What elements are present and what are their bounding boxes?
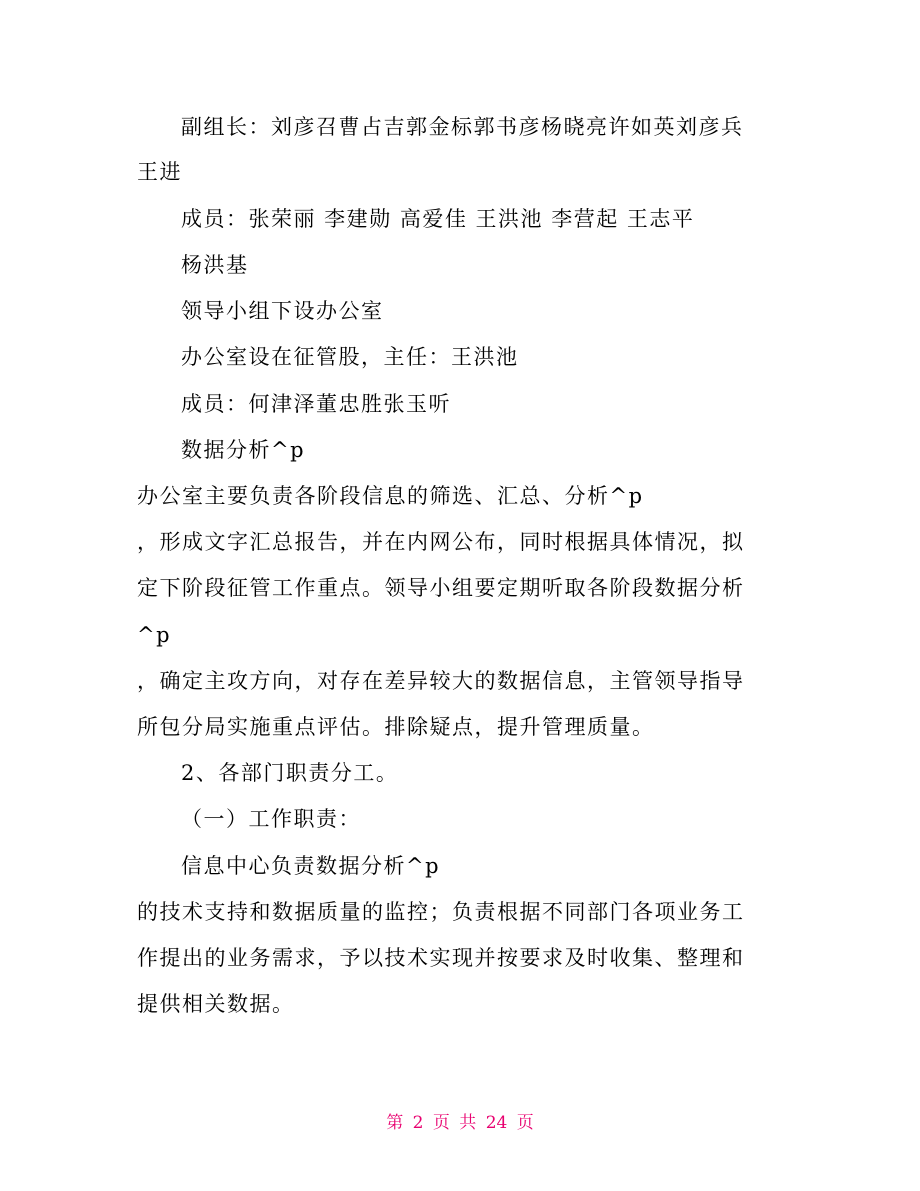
text-line-office-director: 办公室设在征管股，主任：王洪池 bbox=[181, 345, 519, 369]
subsection-heading-duties: （一）工作职责： bbox=[181, 807, 361, 831]
footer-total-pages: 24 bbox=[485, 1113, 508, 1133]
text-line-deputy-leaders: 副组长：刘彦召曹占吉郭金标郭书彦杨晓亮许如英刘彦兵 bbox=[181, 115, 744, 139]
text-line-tech-support: 的技术支持和数据质量的监控；负责根据不同部门各项业务工 bbox=[137, 900, 745, 924]
footer-di: 第 bbox=[386, 1113, 404, 1133]
text-line-office-setup: 领导小组下设办公室 bbox=[181, 299, 384, 323]
page-footer bbox=[0, 1111, 920, 1135]
text-line-provide-data: 提供相关数据。 bbox=[137, 992, 295, 1016]
text-line-members-cont: 杨洪基 bbox=[181, 253, 249, 277]
text-line-main-direction: ，确定主攻方向，对存在差异较大的数据信息，主管领导指导 bbox=[137, 669, 745, 693]
text-line-info-center: 信息中心负责数据分析^p bbox=[181, 854, 441, 878]
text-line-caret-p: ^p bbox=[137, 623, 172, 647]
text-line-business-needs: 作提出的业务需求，予以技术实现并按要求及时收集、整理和 bbox=[137, 946, 745, 970]
text-line-office-duty: 办公室主要负责各阶段信息的筛选、汇总、分析^p bbox=[137, 484, 644, 508]
text-line-report: ，形成文字汇总报告，并在内网公布，同时根据具体情况，拟 bbox=[137, 530, 745, 554]
footer-page-number: 2 bbox=[412, 1113, 424, 1133]
footer-gong: 共 bbox=[459, 1113, 477, 1133]
footer-ye2: 页 bbox=[516, 1113, 534, 1133]
text-line-deputy-leaders-cont: 王进 bbox=[137, 160, 182, 184]
text-line-evaluation: 所包分局实施重点评估。排除疑点，提升管理质量。 bbox=[137, 715, 655, 739]
text-line-members: 成员：张荣丽 李建勋 高爱佳 王洪池 李营起 王志平 bbox=[181, 207, 695, 231]
text-line-data-analysis: 数据分析^p bbox=[181, 438, 306, 462]
footer-ye: 页 bbox=[432, 1113, 450, 1133]
section-heading-responsibilities: 2、各部门职责分工。 bbox=[181, 761, 399, 785]
text-line-next-stage: 定下阶段征管工作重点。领导小组要定期听取各阶段数据分析 bbox=[137, 576, 745, 600]
text-line-office-members: 成员：何津泽董忠胜张玉听 bbox=[181, 392, 451, 416]
